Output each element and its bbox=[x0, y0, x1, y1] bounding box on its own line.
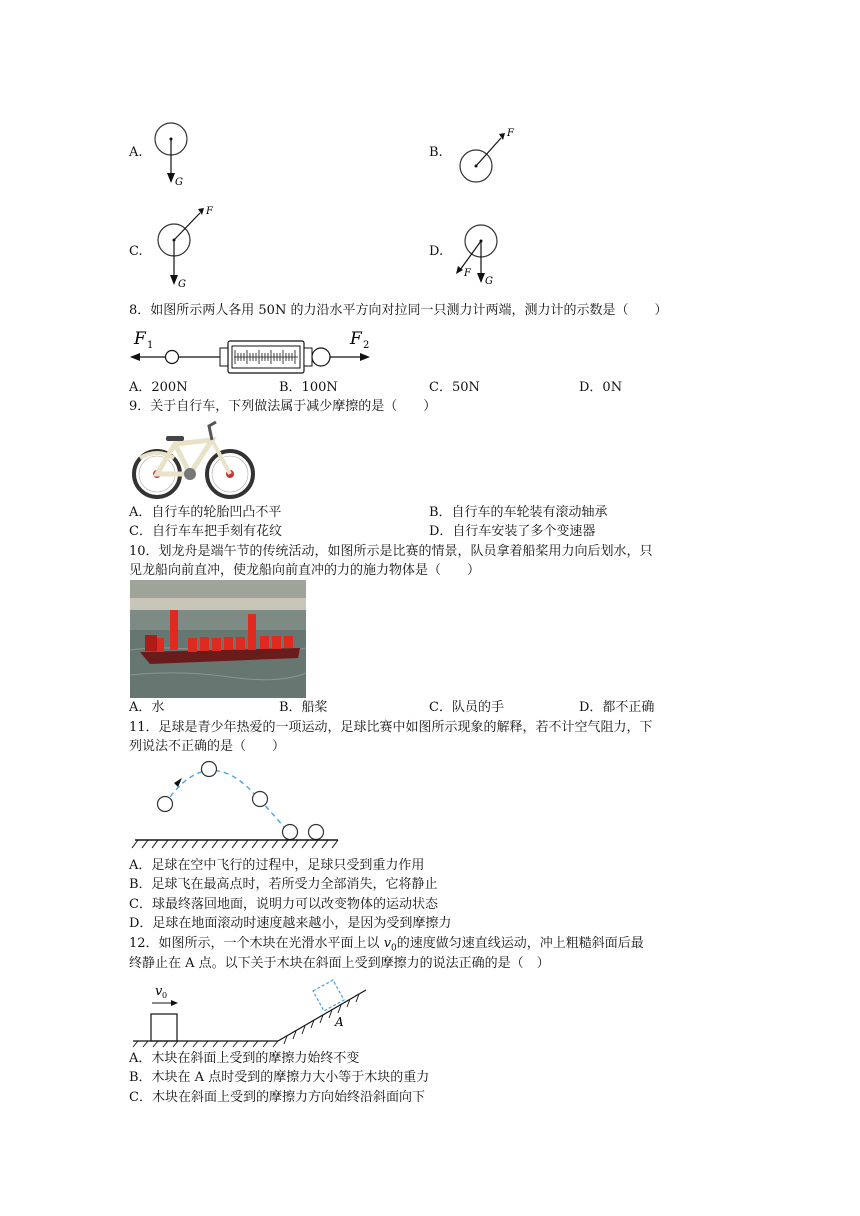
q10-stem-line1: 10．划龙舟是端午节的传统活动，如图所示是比赛的情景，队员拿着船桨用力向后划水，只 bbox=[129, 544, 653, 559]
q9-stem: 9．关于自行车，下列做法属于减少摩擦的是（ ） bbox=[129, 399, 437, 414]
q7-diagram-a bbox=[150, 118, 210, 193]
q12-option-a: A．木块在斜面上受到的摩擦力始终不变 bbox=[129, 1051, 360, 1066]
q7-diagram-b bbox=[455, 124, 525, 194]
bicycle-image bbox=[130, 418, 258, 502]
q10-option-a: A．水 bbox=[129, 700, 165, 715]
force-f-label: F bbox=[206, 206, 213, 217]
q11-stem-line2: 列说法不正确的是（ ） bbox=[129, 739, 286, 754]
svg-text:0: 0 bbox=[162, 991, 168, 1000]
svg-text:F: F bbox=[134, 329, 146, 349]
q10-stem-line2: 见龙船向前直冲，使龙船向前直冲的力的施力物体是（ ） bbox=[129, 563, 481, 578]
q8-option-c: C．50N bbox=[429, 380, 480, 395]
q9-option-b: B．自行车的车轮装有滚动轴承 bbox=[429, 505, 608, 520]
spring-scale-diagram bbox=[128, 326, 388, 376]
q7-diagram-c bbox=[150, 204, 230, 294]
svg-text:2: 2 bbox=[363, 340, 370, 351]
q10-option-d: D．都不正确 bbox=[579, 700, 655, 715]
q11-stem-line1: 11．足球是青少年热爱的一项运动，足球比赛中如图所示现象的解释，若不计空气阻力，下 bbox=[129, 720, 653, 735]
q12-option-b: B．木块在 A 点时受到的摩擦力大小等于木块的重力 bbox=[129, 1070, 430, 1085]
q9-option-a: A．自行车的轮胎凹凸不平 bbox=[129, 505, 282, 520]
force-g-label: G bbox=[175, 177, 183, 188]
q10-option-c: C．队员的手 bbox=[429, 700, 504, 715]
force-g-label: G bbox=[485, 276, 493, 287]
option-a-label: A. bbox=[129, 145, 143, 160]
force-f-label: F bbox=[507, 128, 514, 139]
dragon-boat-photo bbox=[130, 580, 306, 698]
svg-text:1: 1 bbox=[147, 340, 154, 351]
q8-option-d: D．0N bbox=[579, 380, 623, 395]
option-c-label: C. bbox=[129, 244, 143, 259]
incline-block-diagram bbox=[130, 980, 370, 1048]
q7-diagram-d bbox=[450, 220, 520, 295]
svg-text:F: F bbox=[350, 329, 362, 349]
q8-option-b: B．100N bbox=[279, 380, 338, 395]
option-d-label: D. bbox=[429, 244, 444, 259]
force-f-label: F bbox=[464, 268, 471, 279]
q12-stem-line1: 12．如图所示，一个木块在光滑水平面上以 $v_0$的速度做匀速直线运动，冲上粗糙斜面后最 bbox=[129, 936, 644, 954]
option-b-label: B. bbox=[429, 145, 443, 160]
svg-text:A: A bbox=[335, 1015, 344, 1029]
q8-option-a: A．200N bbox=[129, 380, 188, 395]
q12-stem-line2: 终静止在 A 点。以下关于木块在斜面上受到摩擦力的说法正确的是（ ） bbox=[129, 956, 550, 971]
q10-option-b: B．船桨 bbox=[279, 700, 328, 715]
force-g-label: G bbox=[178, 279, 186, 290]
q9-option-d: D．自行车安装了多个变速器 bbox=[429, 524, 596, 539]
q12-option-c: C．木块在斜面上受到的摩擦力方向始终沿斜面向下 bbox=[129, 1090, 425, 1105]
q9-option-c: C．自行车车把手刻有花纹 bbox=[129, 524, 282, 539]
q8-stem: 8．如图所示两人各用 50N 的力沿水平方向对拉同一只测力计两端，测力计的示数是（ ） bbox=[129, 303, 668, 318]
q11-option-b: B．足球飞在最高点时，若所受力全部消失，它将静止 bbox=[129, 877, 438, 892]
q11-option-a: A．足球在空中飞行的过程中，足球只受到重力作用 bbox=[129, 858, 425, 873]
svg-text:v: v bbox=[155, 984, 163, 999]
q11-option-c: C．球最终落回地面，说明力可以改变物体的运动状态 bbox=[129, 897, 438, 912]
football-trajectory-diagram bbox=[130, 758, 342, 854]
q11-option-d: D．足球在地面滚动时速度越来越小，是因为受到摩擦力 bbox=[129, 916, 452, 931]
